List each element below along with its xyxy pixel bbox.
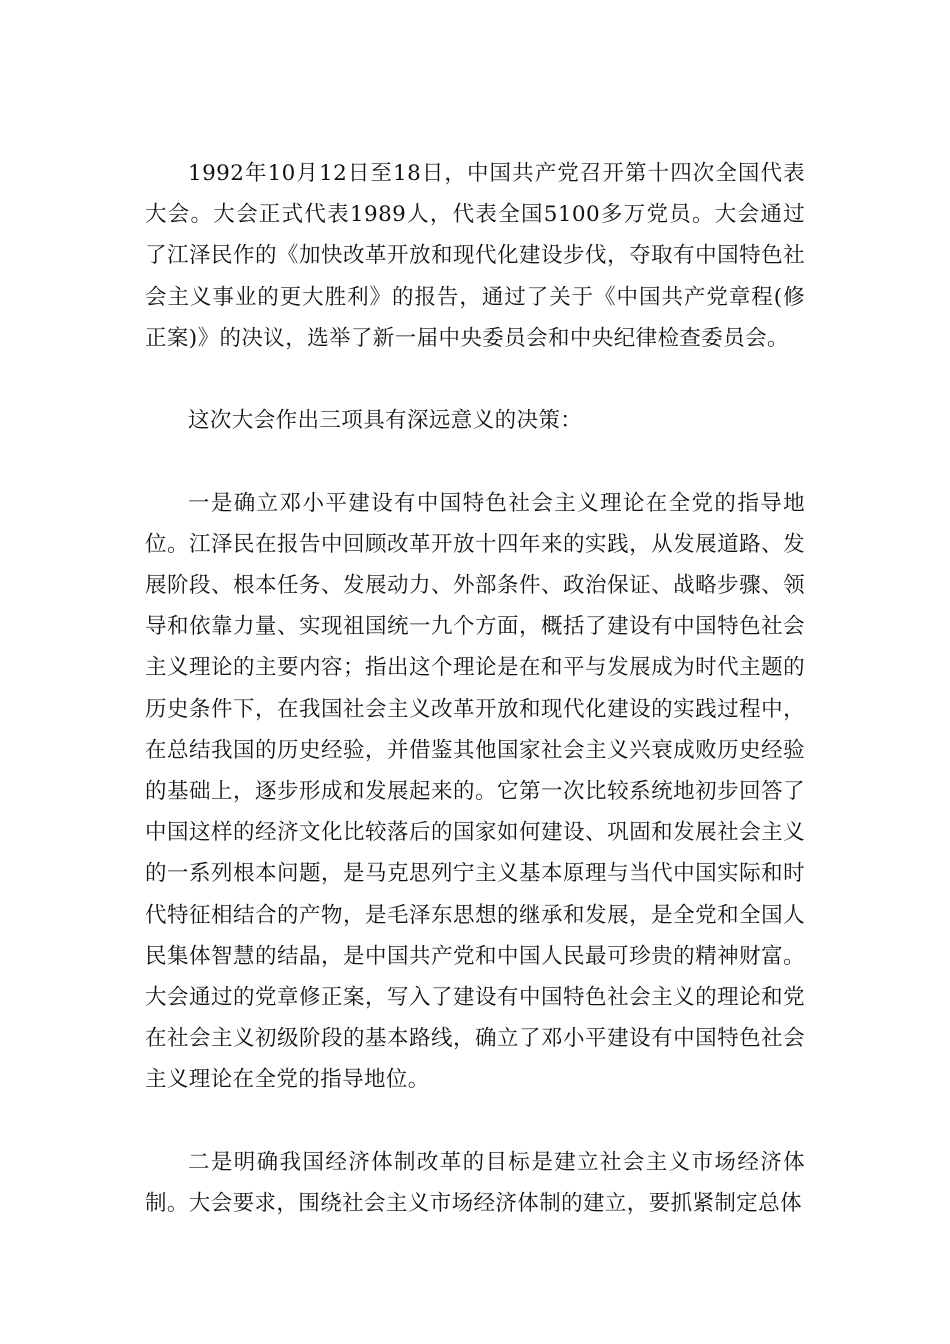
- paragraph-three-decisions-intro: 这次大会作出三项具有深远意义的决策：: [188, 408, 583, 434]
- paragraph-congress-overview: 1992年10月12日至18日，中国共产党召开第十四次全国代表大会。大会正式代表1989人，代表全国5100多万党员。大会通过了江泽民作的《加快改革开放和现代化建设步伐，夺取有中国特色社会主义事业的更大胜利》的报告，通过了关于《中国共产党章程(修正案)》的决议，选举了新一届中央委员会和中央纪律检查委员会。: [145, 161, 805, 351]
- paragraph-decision-one: 一是确立邓小平建设有中国特色社会主义理论在全党的指导地位。江泽民在报告中回顾改革开放十四年来的实践，从发展道路、发展阶段、根本任务、发展动力、外部条件、政治保证、战略步骤、领导和依靠力量、实现祖国统一九个方面，概括了建设有中国特色社会主义理论的主要内容；指出这个理论是在和平与发展成为时代主题的历史条件下，在我国社会主义改革开放和现代化建设的实践过程中，在总结我国的历史经验，并借鉴其他国家社会主义兴衰成败历史经验的基础上，逐步形成和发展起来的。它第一次比较系统地初步回答了中国这样的经济文化比较落后的国家如何建设、巩固和发展社会主义的一系列根本问题，是马克思列宁主义基本原理与当代中国实际和时代特征相结合的产物，是毛泽东思想的继承和发展，是全党和全国人民集体智慧的结晶，是中国共产党和中国人民最可珍贵的精神财富。大会通过的党章修正案，写入了建设有中国特色社会主义的理论和党在社会主义初级阶段的基本路线，确立了邓小平建设有中国特色社会主义理论在全党的指导地位。: [145, 490, 805, 1093]
- paragraph-decision-two: 二是明确我国经济体制改革的目标是建立社会主义市场经济体制。大会要求，围绕社会主义市场经济体制的建立，要抓紧制定总体: [145, 1149, 805, 1217]
- document-body: [145, 153, 805, 1224]
